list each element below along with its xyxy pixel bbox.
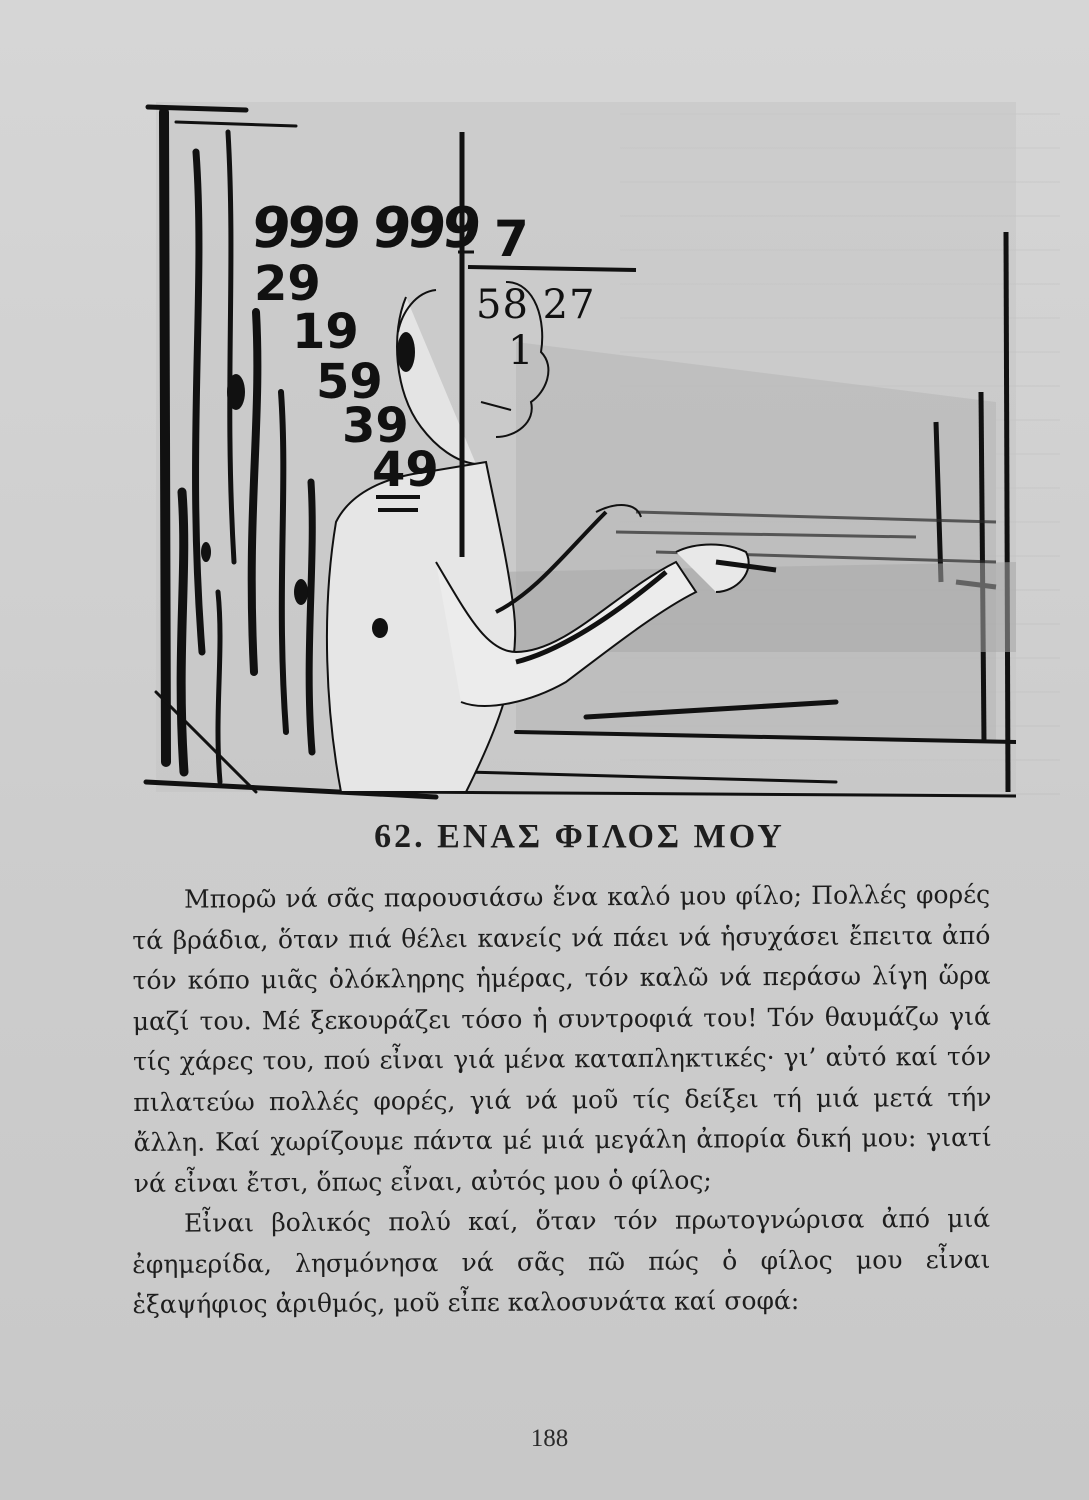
quotient-extra-number: 1 bbox=[508, 328, 534, 374]
chapter-title: 62. ΕΝΑΣ ΦΙΛΟΣ ΜΟΥ bbox=[374, 818, 785, 855]
remainder-5: 49 bbox=[372, 442, 439, 498]
body-text bbox=[132, 880, 990, 1326]
illustration bbox=[136, 92, 1016, 800]
remainder-4: 39 bbox=[342, 398, 409, 454]
dividend-number: 999 999 bbox=[248, 196, 481, 261]
divisor-number: 7 bbox=[494, 210, 529, 268]
paragraph-1: Μπορῶ νά σᾶς παρουσιάσω ἕνα καλό μου φίλο; Πολλές φορές τά βράδια, ὅταν πιά θέλει κανείς νά πάει νά ἡσυχάσει ἔπειτα ἀπό τόν κόπο μιᾶς ὁλόκληρης ἡμέρας, τόν καλῶ νά περάσω λίγη ὥρα μαζί του. Μέ ξεκουράζει τόσο ἡ συντροφιά του! Τόν θαυμάζω γιά τίς χάρες του, πού εἶναι γιά μένα καταπληκτικές· γι’ αὐτό καί τόν πιλατεύω πολλές φορές, γιά νά μοῦ τίς δείξει τή μιά μετά τήν ἄλλη. Καί χωρίζουμε πάντα μέ μιά μεγάλη ἀπορία δική μου: γιατί νά εἶναι ἔτσι, ὅπως εἶναι, αὐτός μου ὁ φίλος; bbox=[132, 879, 992, 1198]
remainder-1: 29 bbox=[254, 256, 321, 312]
paragraph-2: Εἶναι βολικός πολύ καί, ὅταν τόν πρωτογνώρισα ἀπό μιά ἐφημερίδα, λησμόνησα νά σᾶς πῶ πώς ὁ φίλος μου εἶναι ἑξαψήφιος ἀριθμός, μοῦ εἶπε καλοσυνάτα καί σοφά: bbox=[132, 1203, 991, 1319]
quotient-number: 58 27 bbox=[476, 282, 596, 328]
remainder-3: 59 bbox=[316, 354, 383, 410]
remainder-2: 19 bbox=[292, 304, 359, 360]
page-number: 188 bbox=[530, 1425, 569, 1452]
